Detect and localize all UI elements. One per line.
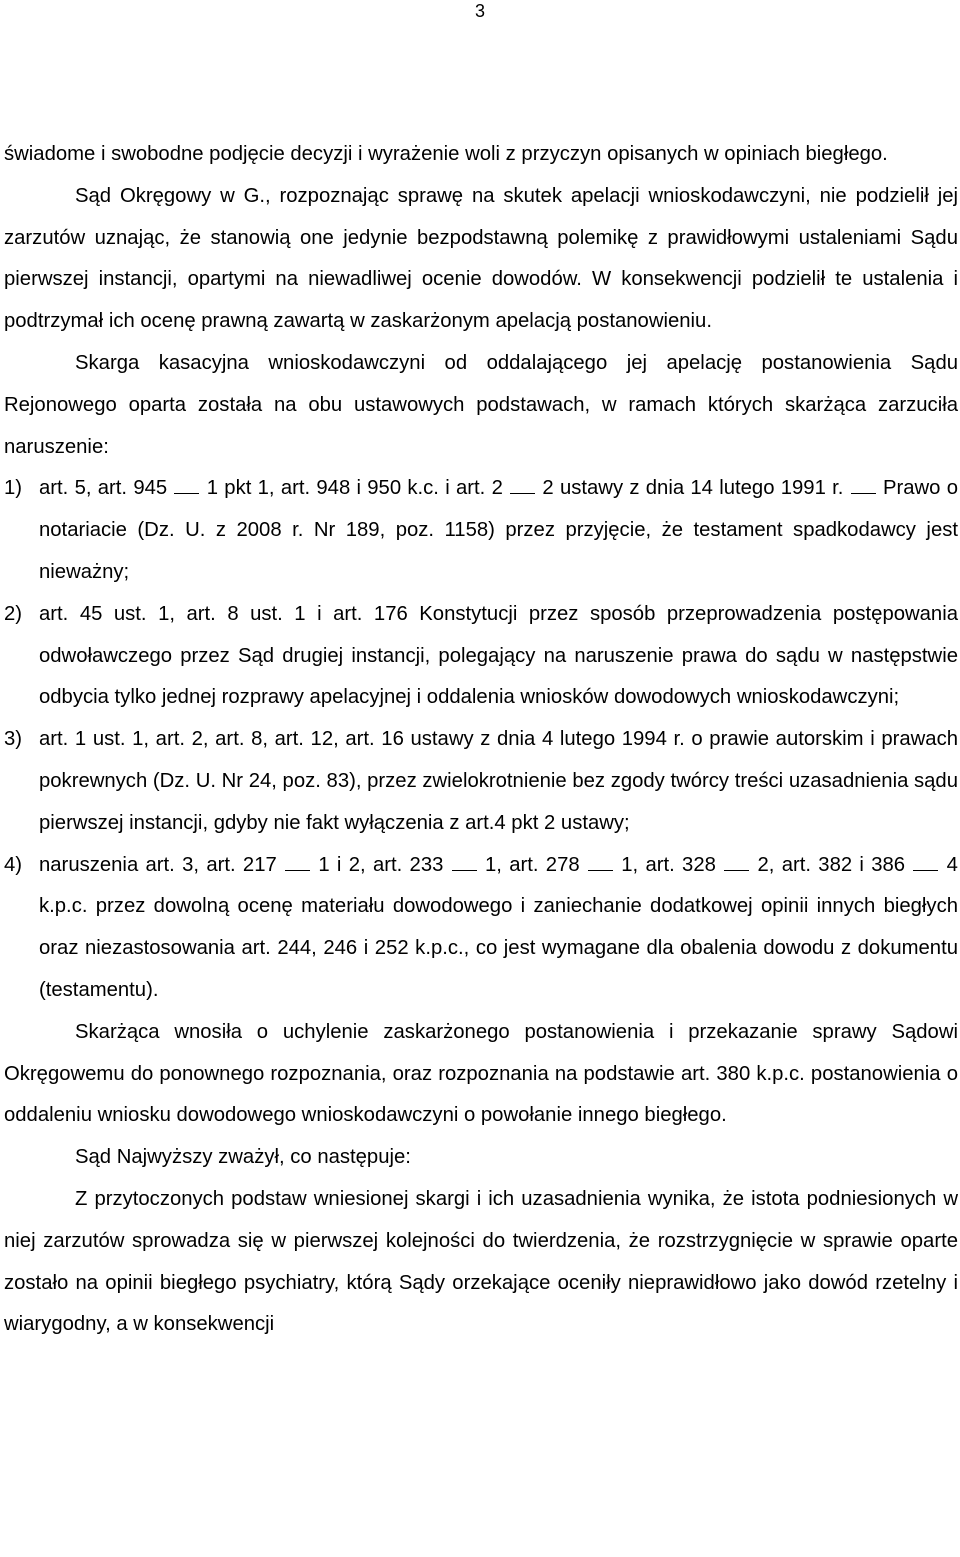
- item-text: art. 5, art. 945: [39, 477, 168, 500]
- paragraph: świadome i swobodne podjęcie decyzji i wyrażenie woli z przyczyn opisanych w opiniach biegłego.: [4, 143, 888, 165]
- section-mark: [452, 860, 477, 871]
- list-number: 1): [4, 477, 23, 500]
- item-text: 2, art. 382 i 386: [757, 853, 906, 876]
- paragraph: Z przytoczonych podstaw wniesionej skargi i ich uzasadnienia wynika, że istota podniesionych w niej zarzutów sprowadza się w pierwszej kolejności do twierdzenia, że rozstrzygnięcie w sprawie oparte zostało na opinii biegłego psychiatry, którą Sądy orzekające oceniły nieprawidłowo jako dowód rzetelny i wiarygodny, a w konsekwencji: [4, 1187, 958, 1336]
- list-item: [4, 845, 958, 1012]
- document-body: [4, 134, 958, 1346]
- item-text: art. 45 ust. 1, art. 8 ust. 1 i art. 176 Konstytucji przez sposób przeprowadzenia postępowania odwoławczego przez Sąd drugiej instancji, polegający na naruszenie prawa do sądu w następstwie odbycia tylko jednej rozprawy apelacyjnej i oddalenia wniosków dowodowych wnioskodawczyni;: [39, 602, 958, 709]
- item-text: 1 pkt 1, art. 948 i 950 k.c. i art. 2: [206, 477, 503, 500]
- item-text: naruszenia art. 3, art. 217: [39, 853, 277, 876]
- item-text: 1 i 2, art. 233: [318, 853, 444, 876]
- list-number: 4): [4, 853, 23, 876]
- item-text: 2 ustawy z dnia 14 lutego 1991 r.: [542, 477, 844, 500]
- section-mark: [174, 483, 199, 494]
- section-mark: [913, 860, 938, 871]
- section-mark: [510, 483, 535, 494]
- list-item: [4, 719, 958, 844]
- paragraph: Sąd Najwyższy zważył, co następuje:: [75, 1146, 411, 1169]
- item-text: 1, art. 328: [621, 853, 716, 876]
- page-number: 3: [474, 1, 485, 21]
- section-mark: [724, 860, 749, 871]
- item-text: 1, art. 278: [484, 853, 580, 876]
- list-item: [4, 594, 958, 719]
- list-number: 3): [4, 728, 23, 751]
- paragraph: Skarga kasacyjna wnioskodawczyni od oddalającego jej apelację postanowienia Sądu Rejonowego oparta została na obu ustawowych podstawach, w ramach których skarżąca zarzuciła naruszenie:: [4, 351, 958, 458]
- item-text: art. 1 ust. 1, art. 2, art. 8, art. 12, art. 16 ustawy z dnia 4 lutego 1994 r. o prawie autorskim i prawach pokrewnych (Dz. U. Nr 24, poz. 83), przez zwielokrotnienie bez zgody twórcy treści uzasadnienia sądu pierwszej instancji, gdyby nie fakt wyłączenia z art.4 pkt 2 ustawy;: [39, 728, 958, 834]
- paragraph: Skarżąca wnosiła o uchylenie zaskarżonego postanowienia i przekazanie sprawy Sądowi Okręgowemu do ponownego rozpoznania, oraz rozpoznania na podstawie art. 380 k.p.c. postanowienia o oddaleniu wniosku dowodowego wnioskodawczyni o powołanie innego biegłego.: [4, 1020, 958, 1127]
- section-mark: [285, 860, 310, 871]
- item-text: 4 k.p.c. przez dowolną ocenę materiału dowodowego i zaniechanie dodatkowej opinii innych biegłych oraz niezastosowania art. 244, 246 i 252 k.p.c., co jest wymagane dla obalenia dowodu z dokumentu (testamentu).: [39, 853, 958, 1001]
- section-mark: [588, 860, 613, 871]
- list-number: 2): [4, 602, 23, 625]
- item-text: Prawo o notariacie (Dz. U. z 2008 r. Nr 189, poz. 1158) przez przyjęcie, że testament spadkodawcy jest nieważny;: [39, 477, 959, 583]
- paragraph: Sąd Okręgowy w G., rozpoznając sprawę na skutek apelacji wnioskodawczyni, nie podzielił jej zarzutów uznając, że stanowią one jedynie bezpodstawną polemikę z prawidłowymi ustaleniami Sądu pierwszej instancji, opartymi na niewadliwej ocenie dowodów. W konsekwencji podzielił te ustalenia i podtrzymał ich ocenę prawną zawartą w zaskarżonym apelacją postanowieniu.: [4, 184, 958, 333]
- section-mark: [851, 483, 876, 494]
- list-item: [4, 468, 958, 593]
